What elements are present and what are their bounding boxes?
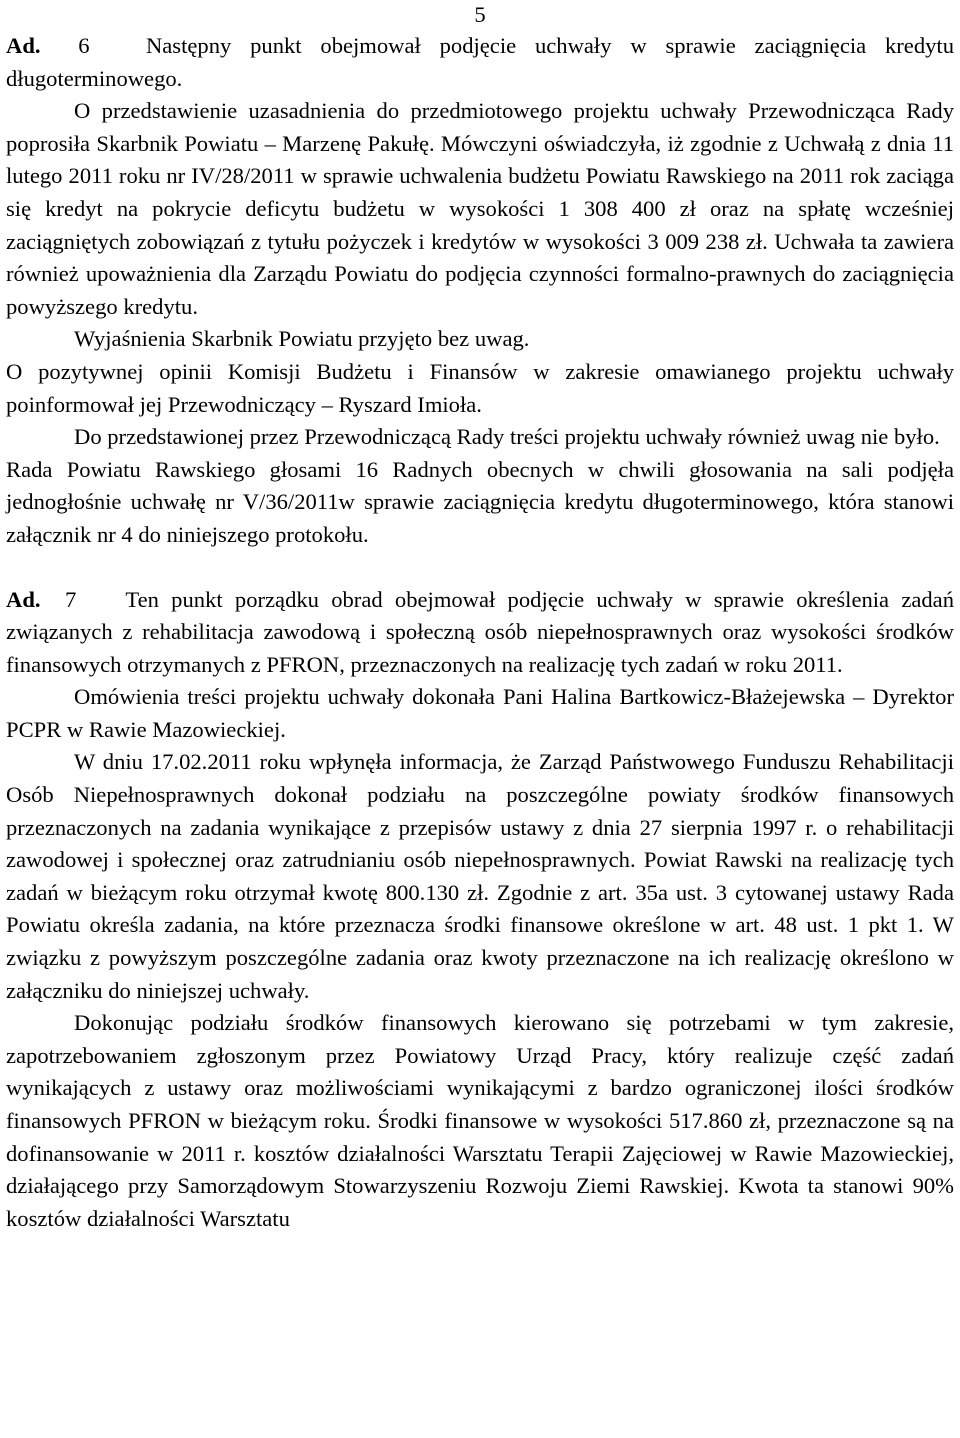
ad7-label: Ad.: [6, 586, 41, 612]
ad7-paragraph-1: Omówienia treści projektu uchwały dokonała Pani Halina Bartkowicz-Błażejewska – Dyrektor PCPR w Rawie Mazowieckiej.: [6, 684, 954, 742]
ad7-lead-text: Ten punkt porządku obrad obejmował podjęcie uchwały w sprawie określenia zadań związanych z rehabilitacja zawodową i społeczną osób niepełnosprawnych oraz wysokości środków finansowych otrzymanych z PFRON, przeznaczonych na realizację tych zadań w roku 2011.: [6, 586, 955, 677]
ad7-paragraph-2: W dniu 17.02.2011 roku wpłynęła informacja, że Zarząd Państwowego Funduszu Rehabilitacji Osób Niepełnosprawnych dokonał podziału na poszczególne powiaty środków finansowych przeznaczonych na zadania wynikające z przepisów ustawy z dnia 27 sierpnia 1997 r. o rehabilitacji zawodowej i społecznej oraz zatrudnianiu osób niepełnosprawnych. Powiat Rawski na realizację tych zadań w bieżącym roku otrzymał kwotę 800.130 zł. Zgodnie z art. 35a ust. 3 cytowanej ustawy Rada Powiatu określa zadania, na które przeznacza środki finansowe określone w art. 48 ust. 1 pkt 1. W związku z powyższym poszczególne zadania oraz kwoty przeznaczone na ich realizację określono w załączniku do niniejszej uchwały.: [6, 749, 954, 1003]
ad6-number: 6: [78, 33, 90, 58]
ad6-paragraph-1: O przedstawienie uzasadnienia do przedmiotowego projektu uchwały Przewodnicząca Rady poprosiła Skarbnik Powiatu – Marzenę Pakułę. Mówczyni oświadczyła, iż zgodnie z Uchwałą z dnia 11 lutego 2011 roku nr IV/28/2011 w sprawie uchwalenia budżetu Powiatu Rawskiego na 2011 rok zaciąga się kredyt na pokrycie deficytu budżetu w wysokości 1 308 400 zł oraz na spłatę wcześniej zaciągniętych zobowiązań z tytułu pożyczek i kredytów w wysokości 3 009 238 zł. Uchwała ta zawiera również upoważnienia dla Zarządu Powiatu do podjęcia czynności formalno-prawnych do zaciągnięcia powyższego kredytu.: [6, 98, 954, 319]
ad6-label: Ad.: [6, 33, 41, 58]
ad6-paragraph-4: Do przedstawionej przez Przewodniczącą Rady treści projektu uchwały również uwag nie było.: [74, 424, 940, 450]
document-page: [6, 0, 954, 1235]
ad6-lead-paragraph: [6, 30, 954, 95]
page-number: 5: [474, 2, 486, 27]
ad6-paragraph-2: Wyjaśnienia Skarbnik Powiatu przyjęto bez uwag.: [74, 326, 530, 352]
ad6-paragraph-3: O pozytywnej opinii Komisji Budżetu i Finansów w zakresie omawianego projektu uchwały poinformował jej Przewodniczący – Ryszard Imioła.: [6, 358, 954, 417]
ad6-lead-text: Następny punkt obejmował podjęcie uchwały w sprawie zaciągnięcia kredytu długoterminowego.: [6, 33, 955, 91]
ad7-lead-paragraph: [6, 584, 954, 682]
ad7-paragraph-3: Dokonując podziału środków finansowych kierowano się potrzebami w tym zakresie, zapotrzebowaniem zgłoszonym przez Powiatowy Urząd Pracy, który realizuje część zadań wynikających z ustawy oraz możliwościami wynikającymi z bardzo ograniczonej ilości środków finansowych PFRON w bieżącym roku. Środki finansowe w wysokości 517.860 zł, przeznaczone są na dofinansowanie w 2011 r. kosztów działalności Warsztatu Terapii Zajęciowej w Rawie Mazowieckiej, działającego przy Samorządowym Stowarzyszeniu Rozwoju Ziemi Rawskiej. Kwota ta stanowi 90% kosztów działalności Warsztatu: [6, 1010, 954, 1231]
ad6-paragraph-5: Rada Powiatu Rawskiego głosami 16 Radnych obecnych w chwili głosowania na sali podjęła jednogłośnie uchwałę nr V/36/2011w sprawie zaciągnięcia kredytu długoterminowego, która stanowi załącznik nr 4 do niniejszego protokołu.: [6, 456, 954, 547]
section-gap: [6, 552, 954, 584]
ad7-number: 7: [65, 586, 77, 612]
